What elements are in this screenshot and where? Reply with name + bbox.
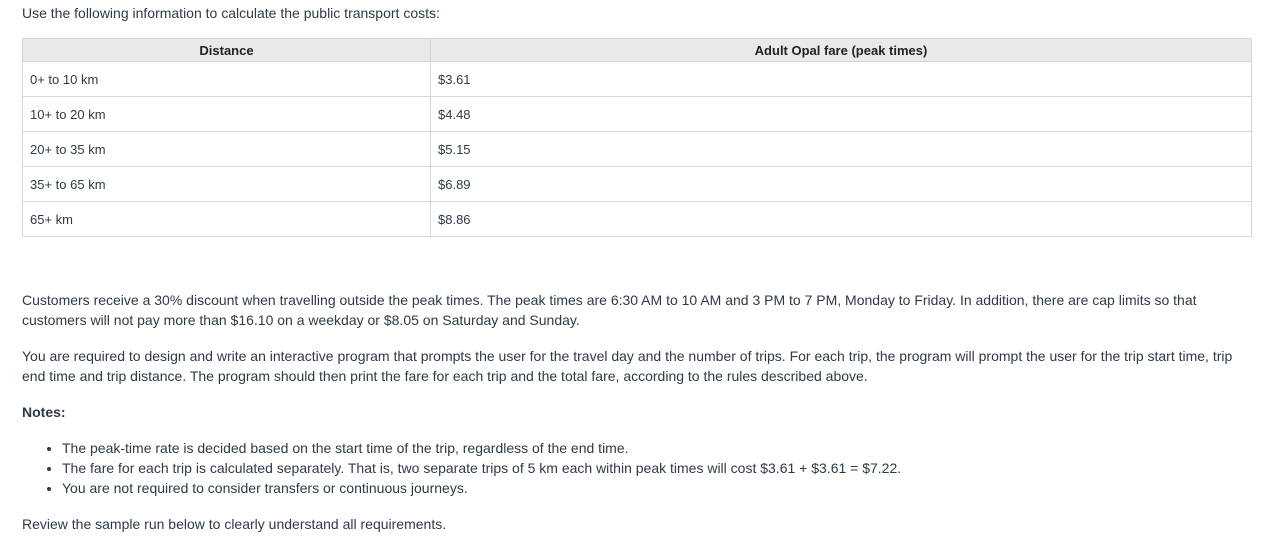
table-row xyxy=(23,167,1252,202)
fare-cell: $6.89 xyxy=(431,167,1252,202)
header-distance: Distance xyxy=(23,39,431,62)
notes-heading: Notes: xyxy=(22,404,66,420)
fare-cell: $5.15 xyxy=(431,132,1252,167)
fare-cell: $3.61 xyxy=(431,62,1252,97)
fare-cell: $4.48 xyxy=(431,97,1252,132)
distance-cell: 10+ to 20 km xyxy=(23,97,431,132)
header-fare: Adult Opal fare (peak times) xyxy=(431,39,1252,62)
distance-cell: 0+ to 10 km xyxy=(23,62,431,97)
table-row xyxy=(23,202,1252,237)
list-item: • The fare for each trip is calculated separately. That is, two separate trips of 5 km each within peak times will cost $3.61 + $3.61 = $7.22. xyxy=(62,458,901,478)
distance-cell: 35+ to 65 km xyxy=(23,167,431,202)
fare-table-header-row xyxy=(23,39,1252,62)
table-row xyxy=(23,62,1252,97)
table-row xyxy=(23,97,1252,132)
fare-cell: $8.86 xyxy=(431,202,1252,237)
discount-paragraph: Customers receive a 30% discount when travelling outside the peak times. The peak times are 6:30 AM to 10 AM and 3 PM to 7 PM, Monday to Friday. In addition, there are cap limits so that customers will not pay more than $16.10 on a weekday or $8.05 on Saturday and Sunday. xyxy=(22,292,1197,328)
closing-text: Review the sample run below to clearly understand all requirements. xyxy=(22,516,447,532)
intro-text: Use the following information to calculate the public transport costs: xyxy=(22,5,440,21)
list-item: • You are not required to consider transfers or continuous journeys. xyxy=(62,478,901,498)
distance-cell: 20+ to 35 km xyxy=(23,132,431,167)
fare-table xyxy=(22,38,1252,237)
notes-list xyxy=(22,438,901,498)
distance-cell: 65+ km xyxy=(23,202,431,237)
list-item: • The peak-time rate is decided based on the start time of the trip, regardless of the end time. xyxy=(62,438,901,458)
table-row xyxy=(23,132,1252,167)
requirements-paragraph: You are required to design and write an interactive program that prompts the user for the travel day and the number of trips. For each trip, the program will prompt the user for the trip start time, trip end time and trip distance. The program should then print the fare for each trip and the total fare, according to the rules described above. xyxy=(22,348,1233,384)
